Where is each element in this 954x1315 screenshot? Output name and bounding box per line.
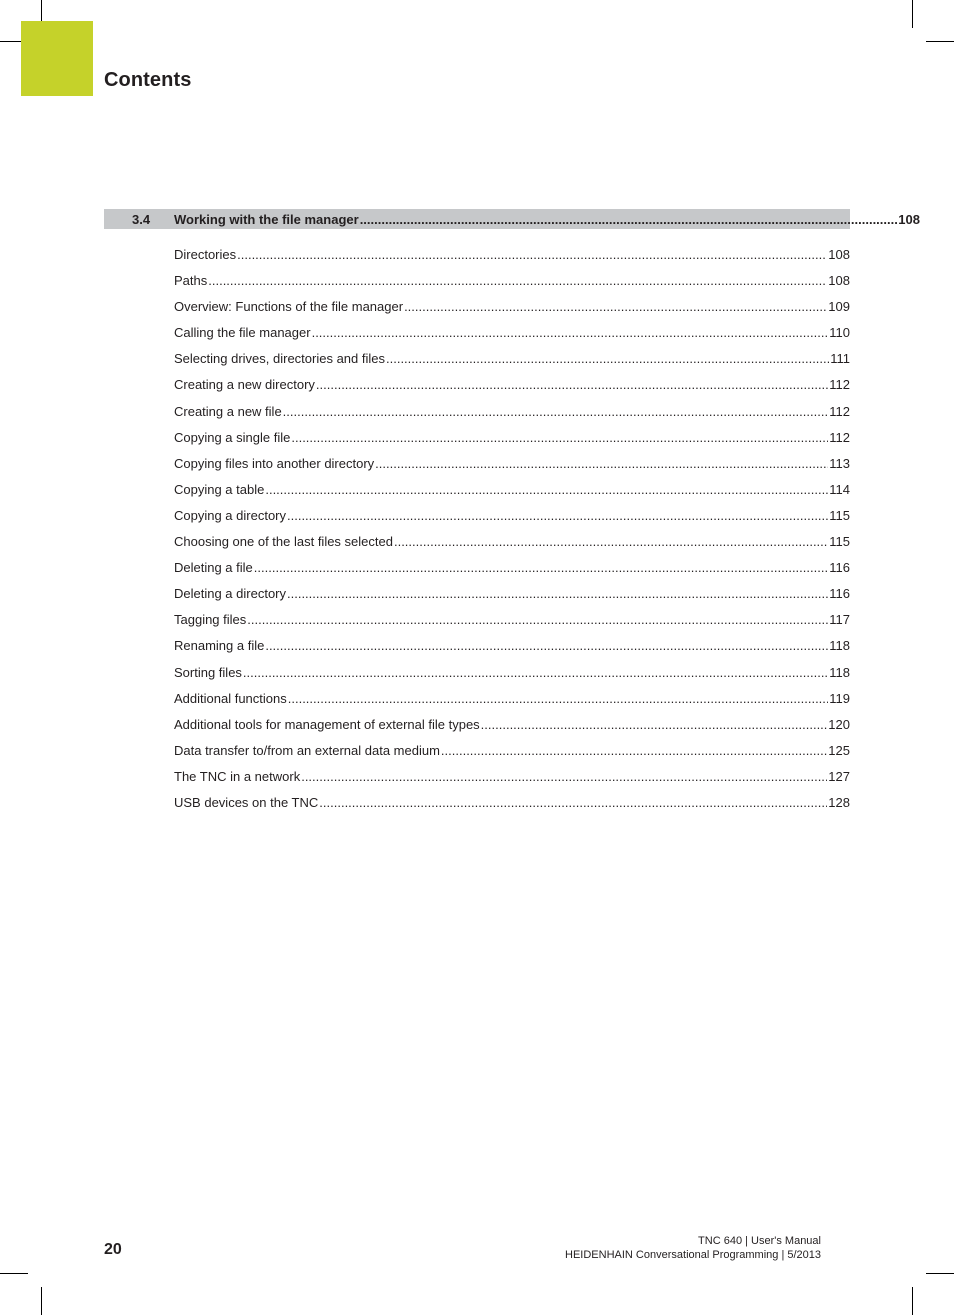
toc-entry-title: The TNC in a network <box>174 768 301 784</box>
toc-entry-page: 110 <box>829 325 850 341</box>
toc-entry-row <box>174 297 850 317</box>
dot-leader <box>319 793 827 813</box>
dot-leader <box>265 636 828 656</box>
toc-entry-page: 108 <box>828 247 850 262</box>
dot-leader <box>360 212 898 227</box>
toc-entry-page: 108 <box>828 273 850 289</box>
toc-entry-title: Overview: Functions of the file manager <box>174 299 404 315</box>
toc-entry[interactable] <box>174 402 850 428</box>
toc-entry-row <box>174 558 850 578</box>
crop-mark-top-right <box>926 41 954 42</box>
toc-entry[interactable] <box>174 532 850 558</box>
toc-entry[interactable] <box>174 715 850 741</box>
toc-entry-title: Sorting files <box>174 664 242 680</box>
toc-entry-row <box>174 532 850 552</box>
toc-entry-row <box>174 271 850 291</box>
toc-entry-row <box>174 584 850 604</box>
toc-entry[interactable] <box>174 349 850 375</box>
footer-manual-subtitle: HEIDENHAIN Conversational Programming | 5/2013 <box>565 1249 821 1261</box>
toc-entry-row <box>174 610 850 630</box>
toc-entry-page: 109 <box>828 299 850 315</box>
toc-entry-title: Tagging files <box>174 612 247 628</box>
toc-entry-title: Renaming a file <box>174 638 265 654</box>
dot-leader <box>316 375 828 395</box>
dot-leader <box>247 610 828 630</box>
crop-mark-bottom-left <box>41 1287 42 1315</box>
toc-entry[interactable] <box>174 767 850 793</box>
toc-entry[interactable] <box>174 454 850 480</box>
toc-entry[interactable] <box>174 558 850 584</box>
toc-entry-row <box>174 767 850 787</box>
toc-entry-page: 128 <box>828 794 850 810</box>
toc-entry-row <box>174 793 850 813</box>
dot-leader <box>404 297 827 317</box>
toc-entry-title: Copying a directory <box>174 507 286 523</box>
toc-entry-title: Additional tools for management of external file types <box>174 716 480 732</box>
dot-leader <box>312 323 829 343</box>
section-heading-bar[interactable] <box>104 209 920 229</box>
toc-entry-title: Directories <box>174 247 237 262</box>
accent-block <box>21 21 93 96</box>
toc-entry[interactable] <box>174 663 850 689</box>
toc-entry[interactable] <box>174 584 850 610</box>
toc-entry-title: Creating a new directory <box>174 377 315 393</box>
toc-entry-page: 118 <box>829 638 850 654</box>
dot-leader <box>287 506 828 526</box>
crop-mark-bottom-right <box>926 1273 954 1274</box>
toc-entry-row <box>174 663 850 683</box>
toc-entry-title: Creating a new file <box>174 403 282 419</box>
toc-entry[interactable] <box>174 793 850 819</box>
toc-entry-title: Copying files into another directory <box>174 455 375 471</box>
toc-entry[interactable] <box>174 636 850 662</box>
crop-mark-bottom-right <box>912 1287 913 1315</box>
dot-leader <box>386 349 829 369</box>
dot-leader <box>237 245 827 265</box>
page-title: Contents <box>104 69 192 91</box>
toc-entry[interactable] <box>174 323 850 349</box>
toc-entry-page: 119 <box>829 690 850 706</box>
toc-entry-row <box>174 636 850 656</box>
toc-entry-title: Deleting a file <box>174 560 253 576</box>
toc-entry[interactable] <box>174 245 850 271</box>
dot-leader <box>288 689 829 709</box>
toc-entry-title: USB devices on the TNC <box>174 794 319 810</box>
toc-entry-title: Deleting a directory <box>174 586 286 602</box>
toc-entry-list <box>174 245 850 819</box>
toc-entry-row <box>174 506 850 526</box>
toc-entry-title: Choosing one of the last files selected <box>174 534 393 550</box>
toc-entry-page: 118 <box>829 664 850 680</box>
toc-entry[interactable] <box>174 428 850 454</box>
dot-leader <box>254 558 828 578</box>
toc-entry-page: 115 <box>829 507 850 523</box>
crop-mark-bottom-left <box>0 1273 28 1274</box>
toc-entry[interactable] <box>174 610 850 636</box>
section-number: 3.4 <box>132 211 151 227</box>
dot-leader <box>283 402 829 422</box>
section-page-number: 108 <box>898 211 920 227</box>
toc-entry-page: 125 <box>828 742 850 758</box>
toc-entry-title: Paths <box>174 273 208 289</box>
toc-entry[interactable] <box>174 375 850 401</box>
dot-leader <box>287 584 828 604</box>
footer-manual-title: TNC 640 | User's Manual <box>698 1235 821 1247</box>
toc-entry-page: 114 <box>829 481 850 497</box>
dot-leader <box>265 480 828 500</box>
toc-entry-row <box>174 741 850 761</box>
crop-mark-top-right <box>912 0 913 28</box>
toc-entry[interactable] <box>174 506 850 532</box>
dot-leader <box>243 663 828 683</box>
footer <box>565 1234 821 1262</box>
dot-leader <box>375 454 828 474</box>
toc-entry-title: Copying a table <box>174 481 265 497</box>
toc-entry-title: Additional functions <box>174 690 287 706</box>
toc-entry-page: 127 <box>828 768 850 784</box>
toc-entry-page: 112 <box>829 429 850 445</box>
toc-entry-page: 111 <box>830 351 850 367</box>
toc-entry-page: 113 <box>829 455 850 471</box>
toc-entry-title: Data transfer to/from an external data medium <box>174 742 440 758</box>
page-number: 20 <box>104 1241 122 1258</box>
toc-entry-page: 112 <box>829 403 850 419</box>
dot-leader <box>394 532 828 552</box>
toc-entry-row <box>174 375 850 395</box>
toc-entry-page: 112 <box>829 377 850 393</box>
toc-entry-title: Selecting drives, directories and files <box>174 351 385 367</box>
section-entry-row <box>174 212 920 227</box>
toc-entry-row <box>174 323 850 343</box>
toc-entry-title: Copying a single file <box>174 429 291 445</box>
toc-entry-row <box>174 689 850 709</box>
toc-entry-row <box>174 428 850 448</box>
dot-leader <box>208 271 827 291</box>
toc-entry-page: 116 <box>829 560 850 576</box>
toc-entry-row <box>174 454 850 474</box>
toc-entry-row <box>174 480 850 500</box>
toc-entry[interactable] <box>174 689 850 715</box>
dot-leader <box>441 741 827 761</box>
toc-entry-page: 116 <box>829 586 850 602</box>
toc-entry-page: 115 <box>829 534 850 550</box>
toc-entry-row <box>174 245 850 265</box>
toc-entry-page: 117 <box>829 612 850 628</box>
section-title: Working with the file manager <box>174 211 359 227</box>
dot-leader <box>301 767 827 787</box>
toc-entry-row <box>174 715 850 735</box>
toc-entry[interactable] <box>174 480 850 506</box>
dot-leader <box>481 715 828 735</box>
toc-entry-title: Calling the file manager <box>174 325 311 341</box>
toc-entry[interactable] <box>174 271 850 297</box>
toc-entry-row <box>174 349 850 369</box>
toc-entry[interactable] <box>174 297 850 323</box>
toc-entry-page: 120 <box>828 716 850 732</box>
toc-entry[interactable] <box>174 741 850 767</box>
dot-leader <box>291 428 828 448</box>
toc-entry-row <box>174 402 850 422</box>
